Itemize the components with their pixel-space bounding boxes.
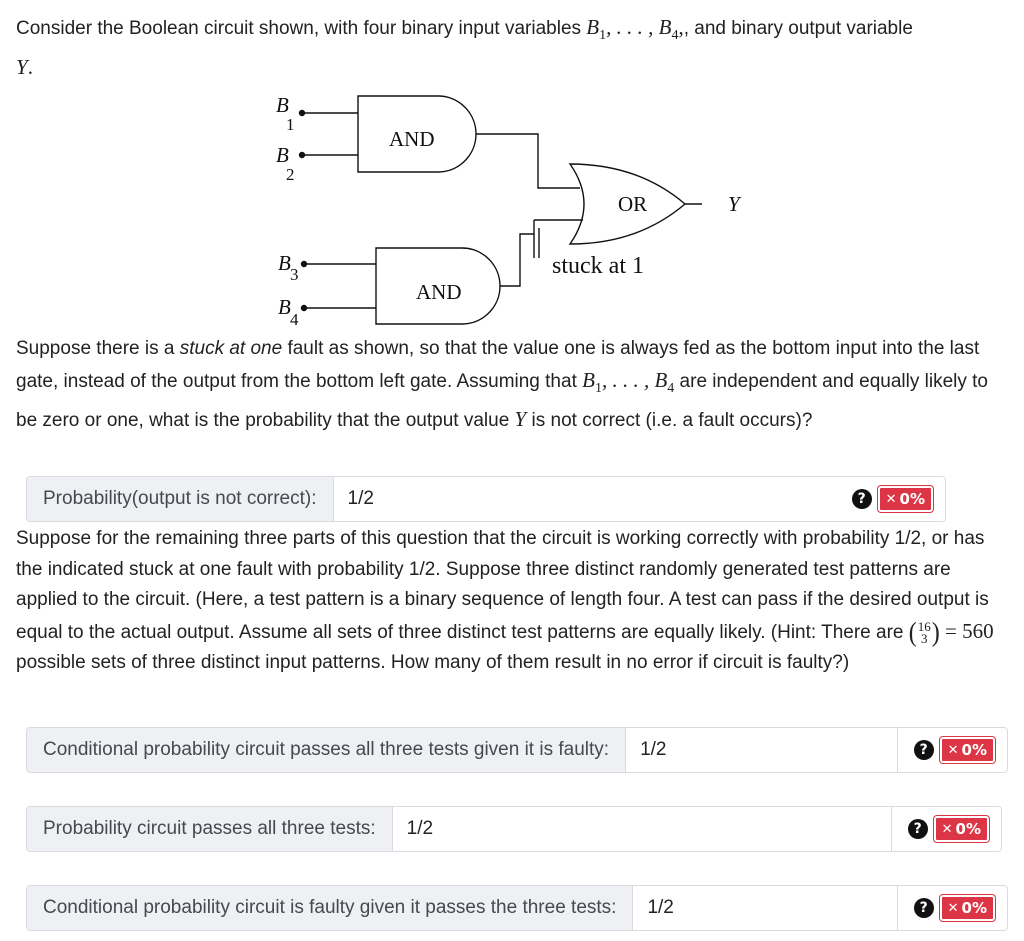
score-badge-2: ✕ 0% — [940, 737, 995, 763]
question-circle-icon[interactable]: ? — [852, 489, 872, 509]
output-y-label: Y — [728, 192, 740, 216]
answer-3-label: Probability circuit passes all three tests: — [27, 807, 393, 851]
answer-4-status — [897, 886, 1007, 930]
answer-2-input[interactable] — [626, 728, 897, 772]
question-1-text: Suppose there is a stuck at one fault as shown, so that the value one is always fed as the bottom input into the last gate, instead of the output from the bottom left gate. Assuming that $B_1$, . . . , $B_4$ are independent and equally likely to be zero or one, what is the probability that the output value Y is not correct (i.e. a fault occurs)? — [16, 338, 989, 432]
binomial-16-choose-3: ( 16 3 ) — [908, 617, 940, 648]
svg-text:3: 3 — [290, 265, 299, 284]
answer-1-status — [836, 477, 945, 521]
svg-text:B: B — [276, 93, 289, 117]
stuck-at-label: stuck at 1 — [552, 253, 644, 279]
answer-row-1 — [26, 476, 946, 522]
score-badge-3: ✕ 0% — [934, 816, 989, 842]
and-gate-bottom-label: AND — [416, 280, 462, 304]
intro-paragraph: Consider the Boolean circuit shown, with four binary input variables $B_1$, . . . , $B_4$,, and binary output variable Y. — [16, 15, 913, 79]
question-2-text: Suppose for the remaining three parts of this question that the circuit is working correctly with probability 1/2, or has the indicated stuck at one fault with probability 1/2. Suppose three distinct randomly generated test patterns are applied to the circuit. (Here, a test pattern is a binary sequence of length four. A test can pass if the desired output is equal to the actual output. Assume all sets of three distinct test patterns are equally likely. (Hint: There are ( 16 3 ) = 560 possible sets of three distinct input patterns. How many of them result in no error if circuit is faulty?) — [16, 528, 994, 673]
answer-row-4 — [26, 885, 1008, 931]
svg-text:1: 1 — [286, 115, 295, 134]
input-b1-label — [276, 93, 295, 134]
svg-text:4: 4 — [290, 310, 299, 328]
answer-4-input[interactable] — [633, 886, 896, 930]
answer-3-input[interactable] — [393, 807, 891, 851]
score-badge-1: ✕ 0% — [878, 486, 933, 512]
x-icon: ✕ — [947, 900, 959, 916]
answer-2-label: Conditional probability circuit passes all three tests given it is faulty: — [27, 728, 626, 772]
answer-row-2 — [26, 727, 1008, 773]
answer-1-input[interactable] — [334, 477, 836, 521]
svg-text:B: B — [278, 295, 291, 319]
input-b2-label — [276, 143, 295, 184]
question-circle-icon[interactable]: ? — [908, 819, 928, 839]
svg-text:2: 2 — [286, 165, 295, 184]
x-icon: ✕ — [947, 742, 959, 758]
or-gate-label: OR — [618, 192, 648, 216]
answer-row-3 — [26, 806, 1002, 852]
and-gate-top-label: AND — [389, 127, 435, 151]
input-b3-label — [278, 251, 299, 284]
x-icon: ✕ — [941, 821, 953, 837]
question-circle-icon[interactable]: ? — [914, 898, 934, 918]
score-badge-4: ✕ 0% — [940, 895, 995, 921]
answer-1-label: Probability(output is not correct): — [27, 477, 334, 521]
answer-4-label: Conditional probability circuit is faulty given it passes the three tests: — [27, 886, 633, 930]
math-b1-to-b4: $B_1$, . . . , $B_4$ — [586, 15, 679, 44]
math-y: Y — [16, 54, 28, 79]
answer-2-status — [897, 728, 1007, 772]
math-b1-to-b4-q1: $B_1$, . . . , $B_4$ — [582, 367, 675, 396]
x-icon: ✕ — [885, 491, 897, 507]
svg-text:B: B — [276, 143, 289, 167]
input-b4-label — [278, 295, 299, 328]
circuit-diagram — [250, 88, 770, 328]
question-circle-icon[interactable]: ? — [914, 740, 934, 760]
answer-3-status — [891, 807, 1001, 851]
svg-text:B: B — [278, 251, 291, 275]
